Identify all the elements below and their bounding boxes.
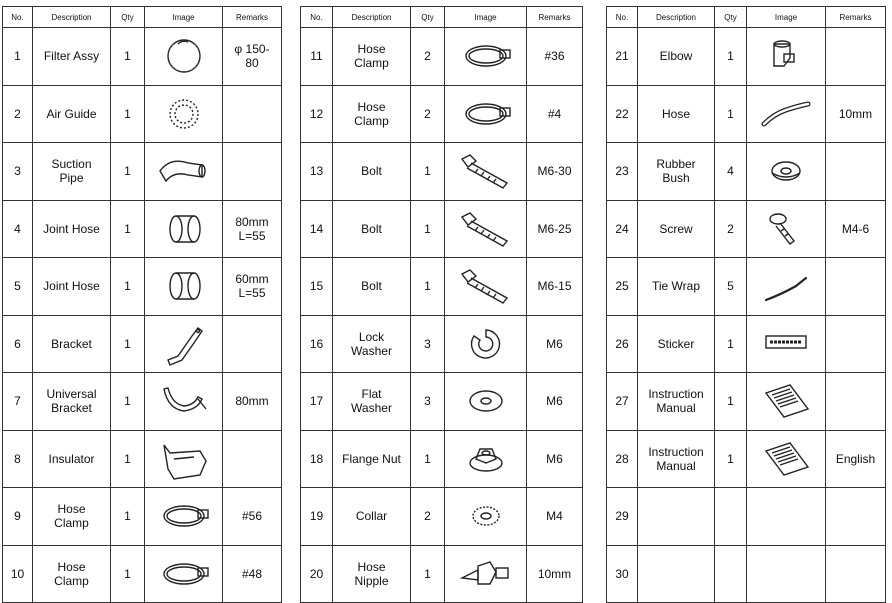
item-qty: 1	[715, 28, 747, 86]
table-row	[3, 200, 282, 258]
item-number: 9	[3, 488, 33, 546]
item-remarks: M6	[527, 373, 583, 431]
universal-bracket-icon	[154, 379, 214, 423]
item-remarks: M6	[527, 430, 583, 488]
sticker-icon	[756, 322, 816, 366]
item-description: Instruction Manual	[638, 430, 715, 488]
item-description: Bolt	[333, 143, 411, 201]
item-description: Flat Washer	[333, 373, 411, 431]
suction-pipe-icon	[154, 149, 214, 193]
item-number: 2	[3, 85, 33, 143]
item-description: Bolt	[333, 200, 411, 258]
item-qty: 2	[411, 28, 445, 86]
table-row	[3, 85, 282, 143]
table-row	[301, 430, 583, 488]
item-remarks: M6-25	[527, 200, 583, 258]
item-image	[445, 488, 527, 546]
item-description: Tie Wrap	[638, 258, 715, 316]
header-description: Description	[33, 7, 111, 28]
item-description: Collar	[333, 488, 411, 546]
item-qty: 1	[111, 85, 145, 143]
item-qty: 1	[111, 545, 145, 603]
item-number: 18	[301, 430, 333, 488]
item-qty: 1	[715, 85, 747, 143]
item-description: Suction Pipe	[33, 143, 111, 201]
item-description: Hose Clamp	[33, 488, 111, 546]
item-remarks: φ 150- 80	[223, 28, 282, 86]
item-qty: 4	[715, 143, 747, 201]
item-remarks	[826, 488, 886, 546]
hose-icon	[756, 92, 816, 136]
item-image	[445, 85, 527, 143]
item-image	[145, 258, 223, 316]
item-remarks	[826, 373, 886, 431]
table-row	[301, 258, 583, 316]
flat-washer-icon	[456, 379, 516, 423]
item-qty: 5	[715, 258, 747, 316]
item-image	[747, 488, 826, 546]
item-qty: 1	[715, 373, 747, 431]
item-number: 11	[301, 28, 333, 86]
item-number: 26	[607, 315, 638, 373]
item-number: 5	[3, 258, 33, 316]
item-description: Screw	[638, 200, 715, 258]
item-qty: 2	[411, 85, 445, 143]
table-row	[607, 545, 886, 603]
item-image	[445, 200, 527, 258]
table-row	[607, 200, 886, 258]
item-remarks	[826, 315, 886, 373]
item-remarks: M4	[527, 488, 583, 546]
table-row	[301, 488, 583, 546]
header-description: Description	[638, 7, 715, 28]
table-row	[301, 143, 583, 201]
item-description: Air Guide	[33, 85, 111, 143]
item-description: Insulator	[33, 430, 111, 488]
item-description: Hose Clamp	[333, 28, 411, 86]
item-image	[747, 430, 826, 488]
item-number: 4	[3, 200, 33, 258]
table-row	[3, 315, 282, 373]
item-image	[145, 143, 223, 201]
hose-clamp-icon	[456, 34, 516, 78]
item-number: 20	[301, 545, 333, 603]
item-qty: 1	[111, 488, 145, 546]
table-header-row	[301, 7, 583, 28]
item-qty	[715, 545, 747, 603]
item-remarks: #36	[527, 28, 583, 86]
item-number: 23	[607, 143, 638, 201]
item-qty: 1	[111, 373, 145, 431]
table-row	[607, 488, 886, 546]
item-description: Filter Assy	[33, 28, 111, 86]
item-number: 22	[607, 85, 638, 143]
item-image	[445, 143, 527, 201]
item-image	[747, 373, 826, 431]
item-remarks: 80mm L=55	[223, 200, 282, 258]
item-description: Elbow	[638, 28, 715, 86]
item-remarks	[223, 143, 282, 201]
item-image	[445, 28, 527, 86]
item-description: Lock Washer	[333, 315, 411, 373]
item-remarks: 10mm	[826, 85, 886, 143]
joint-hose-icon	[154, 264, 214, 308]
manual-icon	[756, 379, 816, 423]
item-qty: 1	[111, 430, 145, 488]
flange-nut-icon	[456, 437, 516, 481]
item-number: 19	[301, 488, 333, 546]
item-image	[145, 315, 223, 373]
item-qty	[715, 488, 747, 546]
item-description: Bracket	[33, 315, 111, 373]
air-guide-icon	[154, 92, 214, 136]
item-image	[145, 28, 223, 86]
item-image	[445, 545, 527, 603]
header-no: No.	[3, 7, 33, 28]
item-number: 13	[301, 143, 333, 201]
item-number: 7	[3, 373, 33, 431]
header-qty: Qty	[715, 7, 747, 28]
table-row	[607, 258, 886, 316]
parts-table-2	[300, 6, 583, 603]
item-number: 28	[607, 430, 638, 488]
item-description: Hose Clamp	[33, 545, 111, 603]
item-number: 17	[301, 373, 333, 431]
item-remarks: 10mm	[527, 545, 583, 603]
item-qty: 3	[411, 315, 445, 373]
table-row	[301, 200, 583, 258]
item-qty: 1	[411, 200, 445, 258]
item-number: 27	[607, 373, 638, 431]
item-remarks: #56	[223, 488, 282, 546]
table-row	[301, 373, 583, 431]
item-remarks	[223, 85, 282, 143]
header-remarks: Remarks	[826, 7, 886, 28]
item-description: Sticker	[638, 315, 715, 373]
item-qty: 2	[715, 200, 747, 258]
table-row	[3, 258, 282, 316]
item-image	[747, 315, 826, 373]
item-image	[747, 200, 826, 258]
tie-wrap-icon	[756, 264, 816, 308]
header-image: Image	[747, 7, 826, 28]
item-qty: 1	[411, 545, 445, 603]
item-image	[145, 85, 223, 143]
insulator-icon	[154, 437, 214, 481]
item-qty: 1	[411, 258, 445, 316]
item-description: Universal Bracket	[33, 373, 111, 431]
item-image	[145, 430, 223, 488]
item-image	[145, 488, 223, 546]
header-description: Description	[333, 7, 411, 28]
table-row	[3, 143, 282, 201]
elbow-icon	[756, 34, 816, 78]
item-description	[638, 545, 715, 603]
item-image	[747, 545, 826, 603]
item-number: 24	[607, 200, 638, 258]
item-description: Hose Clamp	[333, 85, 411, 143]
bolt-icon	[456, 264, 516, 308]
table-row	[607, 315, 886, 373]
item-image	[145, 373, 223, 431]
item-qty: 1	[111, 200, 145, 258]
item-number: 3	[3, 143, 33, 201]
header-image: Image	[445, 7, 527, 28]
collar-icon	[456, 494, 516, 538]
item-remarks	[826, 258, 886, 316]
item-remarks: #4	[527, 85, 583, 143]
item-remarks: English	[826, 430, 886, 488]
table-row	[607, 373, 886, 431]
item-number: 8	[3, 430, 33, 488]
item-number: 6	[3, 315, 33, 373]
bolt-icon	[456, 149, 516, 193]
hose-nipple-icon	[456, 552, 516, 596]
item-qty: 1	[715, 315, 747, 373]
header-no: No.	[607, 7, 638, 28]
item-image	[445, 315, 527, 373]
item-remarks	[826, 28, 886, 86]
header-qty: Qty	[411, 7, 445, 28]
table-row	[3, 373, 282, 431]
header-remarks: Remarks	[527, 7, 583, 28]
item-number: 12	[301, 85, 333, 143]
item-remarks: M6-15	[527, 258, 583, 316]
table-row	[607, 430, 886, 488]
hose-clamp-icon	[154, 552, 214, 596]
item-remarks: #48	[223, 545, 282, 603]
header-remarks: Remarks	[223, 7, 282, 28]
hose-clamp-icon	[154, 494, 214, 538]
item-remarks	[223, 315, 282, 373]
header-image: Image	[145, 7, 223, 28]
item-qty: 1	[111, 143, 145, 201]
item-remarks	[223, 430, 282, 488]
header-qty: Qty	[111, 7, 145, 28]
item-image	[145, 545, 223, 603]
item-qty: 3	[411, 373, 445, 431]
table-row	[3, 430, 282, 488]
table-row	[301, 545, 583, 603]
filter-icon	[154, 34, 214, 78]
table-header-row	[3, 7, 282, 28]
bolt-icon	[456, 207, 516, 251]
joint-hose-icon	[154, 207, 214, 251]
item-description	[638, 488, 715, 546]
item-qty: 2	[411, 488, 445, 546]
item-remarks: M6-30	[527, 143, 583, 201]
screw-icon	[756, 207, 816, 251]
item-description: Joint Hose	[33, 200, 111, 258]
lock-washer-icon	[456, 322, 516, 366]
item-remarks	[826, 545, 886, 603]
item-remarks: M4-6	[826, 200, 886, 258]
item-number: 16	[301, 315, 333, 373]
item-remarks	[826, 143, 886, 201]
item-remarks: M6	[527, 315, 583, 373]
table-row	[607, 85, 886, 143]
table-row	[3, 488, 282, 546]
table-row	[3, 545, 282, 603]
item-number: 10	[3, 545, 33, 603]
item-image	[445, 430, 527, 488]
table-row	[301, 85, 583, 143]
parts-table-3	[606, 6, 886, 603]
item-qty: 1	[411, 430, 445, 488]
manual-icon	[756, 437, 816, 481]
item-qty: 1	[111, 258, 145, 316]
item-description: Instruction Manual	[638, 373, 715, 431]
item-description: Hose	[638, 85, 715, 143]
item-number: 29	[607, 488, 638, 546]
parts-table-1	[2, 6, 282, 603]
rubber-bush-icon	[756, 149, 816, 193]
item-image	[145, 200, 223, 258]
item-number: 14	[301, 200, 333, 258]
item-number: 25	[607, 258, 638, 316]
item-description: Joint Hose	[33, 258, 111, 316]
item-remarks: 80mm	[223, 373, 282, 431]
item-description: Flange Nut	[333, 430, 411, 488]
item-description: Bolt	[333, 258, 411, 316]
item-number: 15	[301, 258, 333, 316]
item-image	[445, 373, 527, 431]
table-row	[3, 28, 282, 86]
item-remarks: 60mm L=55	[223, 258, 282, 316]
item-number: 21	[607, 28, 638, 86]
item-image	[747, 143, 826, 201]
hose-clamp-icon	[456, 92, 516, 136]
item-number: 1	[3, 28, 33, 86]
item-description: Hose Nipple	[333, 545, 411, 603]
table-header-row	[607, 7, 886, 28]
item-image	[445, 258, 527, 316]
header-no: No.	[301, 7, 333, 28]
item-qty: 1	[411, 143, 445, 201]
item-image	[747, 28, 826, 86]
item-image	[747, 258, 826, 316]
table-row	[607, 143, 886, 201]
table-row	[301, 28, 583, 86]
item-image	[747, 85, 826, 143]
item-description: Rubber Bush	[638, 143, 715, 201]
item-number: 30	[607, 545, 638, 603]
item-qty: 1	[715, 430, 747, 488]
table-row	[607, 28, 886, 86]
table-row	[301, 315, 583, 373]
item-qty: 1	[111, 315, 145, 373]
bracket-icon	[154, 322, 214, 366]
item-qty: 1	[111, 28, 145, 86]
